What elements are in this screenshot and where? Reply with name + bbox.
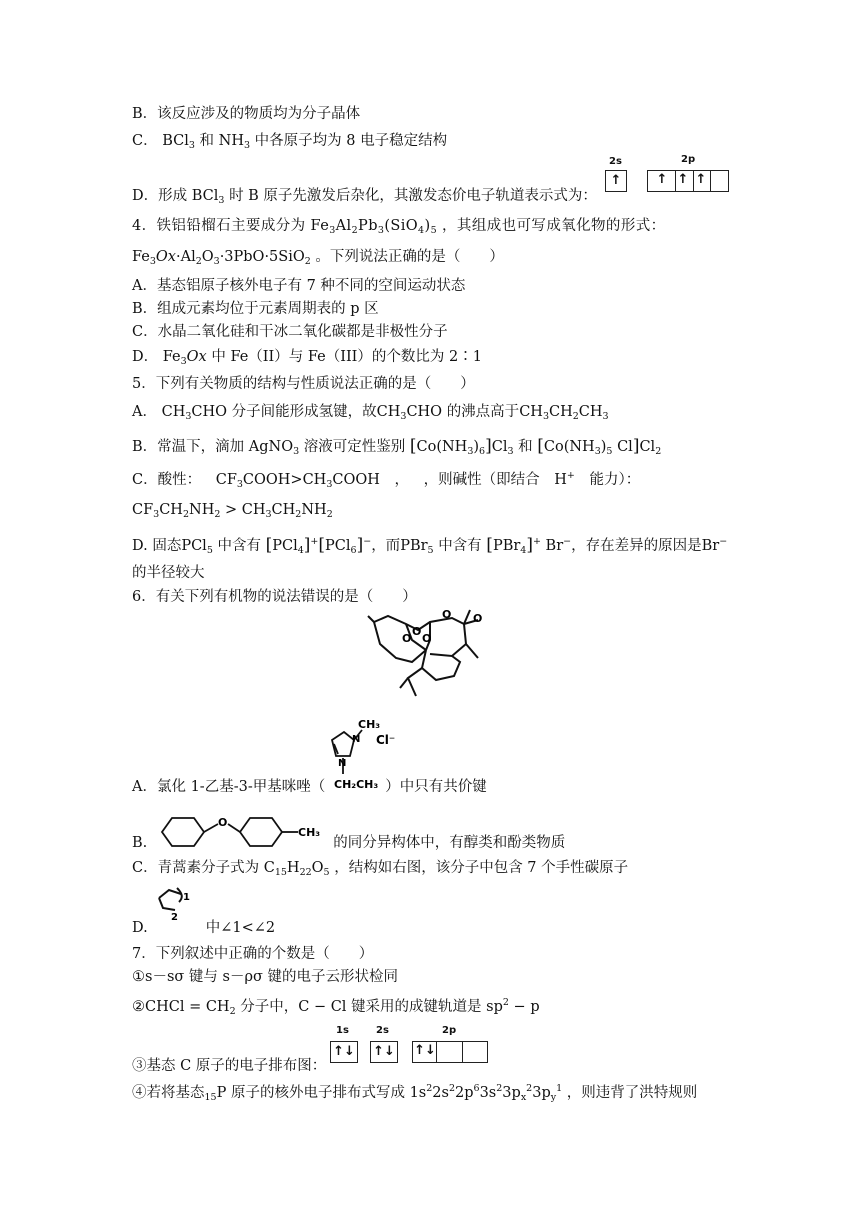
q5-option-a: A． $CH_3CHO$ 分子间能形成氢键，故$CH_3CHO$ 的沸点高于$CH_3CH_2CH_3$ <box>132 404 609 422</box>
q6-option-b: B. 的同分异构体中，有醇类和酚类物质 <box>132 835 566 851</box>
svg-text:CH₃: CH₃ <box>298 826 321 839</box>
q7-item-2: ②CHCl = $CH_2$ 分子中，C − Cl 键采用的成键轨道是 $sp^2 - p$ <box>132 997 540 1017</box>
svg-text:1: 1 <box>183 892 190 903</box>
q4-option-b: B．组成元素均位于元素周期表的 p 区 <box>132 301 379 317</box>
q5-option-b: B．常温下，滴加 AgNO$_3$ 溶液可定性鉴别 $[Co(NH_3)_6]Cl_3$ 和 [$Co(NH_3)_5$ $Cl]Cl_2$ <box>132 436 662 457</box>
q6-stem: 6．有关下列有机物的说法错误的是（ ） <box>132 589 417 605</box>
orbital-1s-box: ↑↓ <box>330 1041 358 1063</box>
q5-option-d-line2: 的半径较大 <box>132 565 205 581</box>
q4-stem-line2: $Fe_3Ox\cdot Al_2O_3\cdot 3PbO\cdot 5SiO_2$ 。下列说法正确的是（ ） <box>132 249 504 267</box>
svg-text:N: N <box>352 734 361 745</box>
svg-text:2: 2 <box>171 912 178 923</box>
orbital-2s-box: ↑↓ <box>370 1041 398 1063</box>
svg-text:O: O <box>402 632 412 645</box>
q5-option-c-line1: C．酸性： $CF_3COOH>CH_3COOH$ ， ，则碱性（即结合 H+ 能力）： <box>132 470 641 490</box>
q5-option-c-line2: $CF_3CH_2NH_2 > CH_3CH_2NH_2$ <box>132 502 333 520</box>
q4-stem-line1: 4．铁铝铅榴石主要成分为 $Fe_3Al_2Pb_3(SiO_4)_5$ ，其组成也可写成氧化物的形式： <box>132 218 666 236</box>
q7-item-3: ③基态 C 原子的电子排布图： <box>132 1058 327 1074</box>
svg-text:O: O <box>218 816 228 829</box>
q4-option-c: C．水晶二氧化硅和干冰二氧化碳都是非极性分子 <box>132 324 448 340</box>
q6-option-a: A．氯化 1-乙基-3-甲基咪唑（ ）中只有共价键 <box>132 779 487 795</box>
svg-text:CH₃: CH₃ <box>358 718 381 731</box>
q5-stem: 5．下列有关物质的结构与性质说法正确的是（ ） <box>132 376 475 392</box>
svg-text:O: O <box>473 612 483 625</box>
q6-option-d: D. 中∠1<∠2 <box>132 920 276 936</box>
orbital-2s-box: ↑ <box>605 170 627 192</box>
q3-option-d: D．形成 BCl$_3$ 时 B 原子先激发后杂化，其激发态价电子轨道表示式为： <box>132 188 597 206</box>
q4-option-d: D． $Fe_3Ox$ 中 Fe（II）与 Fe（III）的个数比为 2∶1 <box>132 349 482 367</box>
q7-stem: 7．下列叙述中正确的个数是（ ） <box>132 946 374 962</box>
angle-structure <box>155 884 195 923</box>
artemisinin-structure <box>360 606 500 706</box>
svg-text:O: O <box>422 632 432 645</box>
q3-orbital-diagram: 2s 2p ↑ ↑ ↑ ↑ <box>603 156 733 196</box>
q3-option-b: B．该反应涉及的物质均为分子晶体 <box>132 106 361 122</box>
q4-option-a: A．基态铝原子核外电子有 7 种不同的空间运动状态 <box>132 278 466 294</box>
svg-text:O: O <box>412 625 422 638</box>
q3-option-c: C． BCl$_3$ 和 $NH_3$ 中各原子均为 8 电子稳定结构 <box>132 133 448 151</box>
svg-text:CH₂CH₃: CH₂CH₃ <box>334 778 379 791</box>
svg-text:N: N <box>338 758 347 769</box>
q7-orbital-diagram: 1s 2s 2p ↑↓ ↑↓ ↑↓ <box>330 1027 490 1067</box>
svg-text:O: O <box>442 608 452 621</box>
q5-option-d-line1: D. 固态PCl$_5$ 中含有 [PCl$_4$]+[PCl$_6$]−，而PBr$_5$ 中含有 [PBr$_4$]+ Br−，存在差异的原因是Br− <box>132 535 728 556</box>
svg-text:Cl⁻: Cl⁻ <box>376 733 396 747</box>
q7-item-4: ④若将基态$_{15}$P 原子的核外电子排布式写成 $1s^22s^22p^63s^23p_x^23p_y^1$ ，则违背了洪特规则 <box>132 1083 698 1103</box>
q7-item-1: ①s－sσ 键与 s－ρσ 键的电子云形状检同 <box>132 969 398 985</box>
q6-option-c: C．青蒿素分子式为 $C_{15}H_{22}O_5$ ，结构如右图，该分子中包含 7 个手性碳原子 <box>132 860 629 878</box>
